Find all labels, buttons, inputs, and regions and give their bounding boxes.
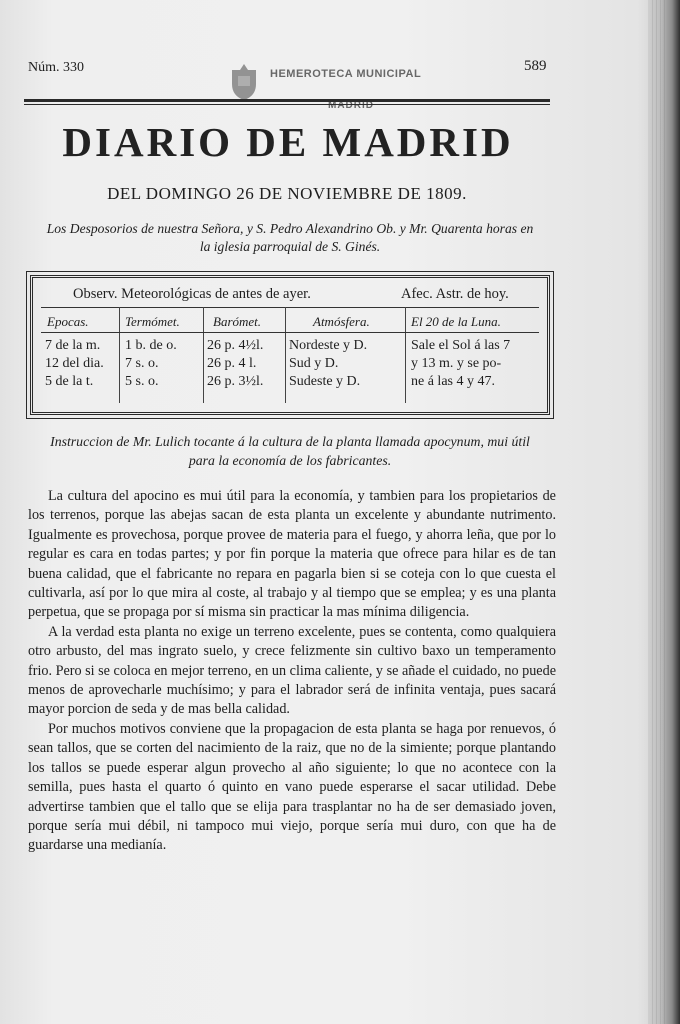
page-number: 589 (524, 58, 547, 74)
astro-title: Afec. Astr. de hoy. (401, 286, 509, 302)
column-header-epocas: Epocas. (47, 314, 89, 329)
table-cell: Sud y D. (289, 356, 339, 371)
column-divider (285, 307, 286, 403)
table-cell: 7 de la m. (45, 338, 101, 353)
issue-number: Núm. 330 (28, 60, 84, 75)
article-body (28, 487, 556, 856)
table-cell: 26 p. 3½l. (207, 374, 264, 389)
weather-title: Observ. Meteorológicas de antes de ayer. (73, 286, 311, 302)
column-header-termometro: Termómet. (125, 314, 180, 329)
column-divider (203, 307, 204, 403)
astro-line: y 13 m. y se po- (411, 356, 502, 371)
paragraph: Por muchos motivos conviene que la propagacion de esta planta se haga por renuevos, ó sean tallos, que se corten del nacimiento de la raiz, que no de la simiente; porque plantando los tallos se puede esperar algun provecho al año siguiente; lo que no acontece con la semilla, pues hasta el quarto ó quinto en vano puede esperarse el sacar utilidad. Debe advertirse tambien que el tallo que se elija para trasplantar no ha de ser demasiado joven, porque sería mui débil, ni tampoco mui viejo, porque sería mui duro, con que ha de guardarse una medianía. (28, 720, 556, 854)
column-divider (119, 307, 120, 403)
table-cell: 5 de la t. (45, 374, 94, 389)
header-rule-thin (24, 104, 550, 105)
stamp-text-city: MADRID (328, 100, 374, 111)
article-heading: Instruccion de Mr. Lulich tocante á la cultura de la planta llamada apocynum, mui útil para la economía de los fabricantes. (50, 434, 530, 468)
dateline: DEL DOMINGO 26 DE NOVIEMBRE DE 1809. (107, 184, 467, 203)
table-cell: 26 p. 4½l. (207, 338, 264, 353)
column-header-atmosfera: Atmósfera. (313, 314, 370, 329)
astro-line: ne á las 4 y 47. (411, 374, 495, 389)
table-cell: 7 s. o. (125, 356, 159, 371)
library-stamp (226, 60, 466, 120)
crest-icon (226, 62, 262, 102)
page-stack-lines (652, 0, 666, 1024)
table-cell: 1 b. de o. (125, 338, 177, 353)
column-divider (405, 307, 406, 403)
table-cell: 5 s. o. (125, 374, 159, 389)
table-rule (41, 332, 539, 333)
astro-line: Sale el Sol á las 7 (411, 338, 511, 353)
column-header-barometro: Barómet. (213, 314, 262, 329)
weather-table (30, 275, 550, 415)
saints-notice: Los Desposorios de nuestra Señora, y S. Pedro Alexandrino Ob. y Mr. Quarenta horas en la iglesia parroquial de S. Ginés. (46, 221, 534, 254)
table-cell: 26 p. 4 l. (207, 356, 257, 371)
table-rule (41, 307, 539, 308)
table-cell: Nordeste y D. (289, 338, 368, 353)
table-cell: Sudeste y D. (289, 374, 361, 389)
stamp-text: HEMEROTECA MUNICIPAL (270, 68, 422, 80)
header-rule (24, 99, 550, 102)
paragraph: A la verdad esta planta no exige un terreno excelente, pues se contenta, como qualquiera otro arbusto, del mas ingrato suelo, y crece felizmente sin cultivo baxo un temperamento frio. Pero si se coloca en mejor terreno, en un clima caliente, y se añade el cuidado, no puede menos de aprovecharle muchísimo; y para el labrador será de infinita ventaja, pues sacará mayor porcion de seda y de mas bella calidad. (28, 623, 556, 718)
table-cell: 12 del dia. (45, 356, 104, 371)
paragraph: La cultura del apocino es mui útil para la economía, y tambien para los propietarios de los terrenos, porque las abejas sacan de esta planta un excelente y abundante nutrimento. Igualmente es provechosa, porque provee de materia para el fuego, y ahorra leña, que por lo regular es cara en todas partes; y por fin porque la materia que ofrece para hilar es de tan buena calidad, que el fabricante no repara en pagarla bien si se coteja con lo que cuesta el cultivarla, así por lo que mira al coste, al trabajo y al tiempo que se emplea; y es una planta perpetua, que se propaga por sí misma sin practicar la mas mínima diligencia. (28, 488, 556, 621)
newspaper-title: DIARIO DE MADRID (62, 119, 514, 165)
column-header-luna: El 20 de la Luna. (411, 314, 501, 329)
